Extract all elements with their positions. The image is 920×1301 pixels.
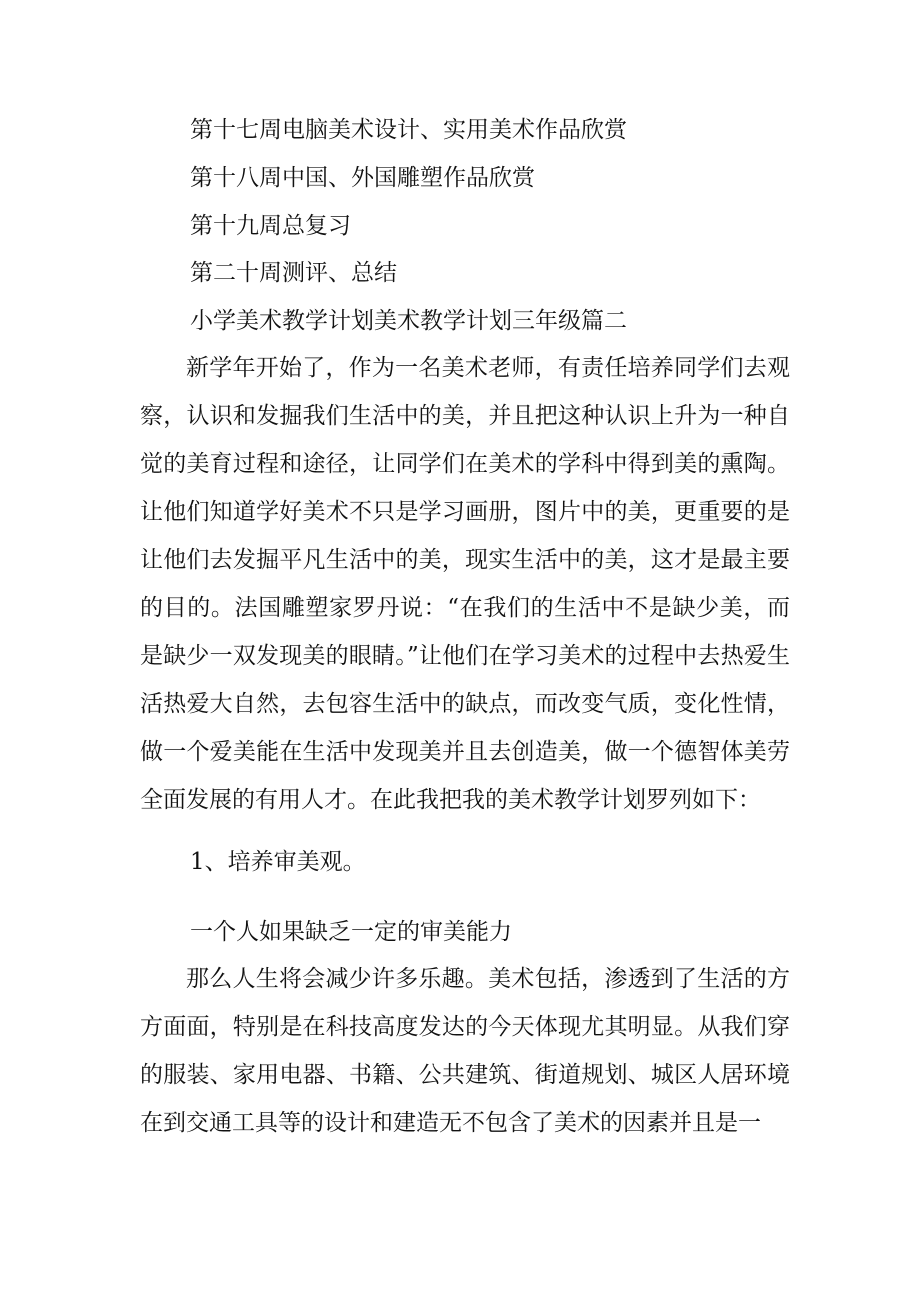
subheading: 一个人如果缺乏一定的审美能力	[190, 919, 512, 945]
week17-line: 第十七周电脑美术设计、实用美术作品欣赏	[190, 117, 627, 143]
week18-line: 第十八周中国、外国雕塑作品欣赏	[190, 165, 535, 191]
section-title: 小学美术教学计划美术教学计划三年级篇二	[190, 308, 627, 334]
list-item-1: 1、培养审美观。	[190, 849, 366, 875]
week19-line: 第十九周总复习	[190, 213, 351, 239]
week20-line: 第二十周测评、总结	[190, 260, 397, 286]
intro-paragraph: 新学年开始了，作为一名美术老师，有责任培养同学们去观察，认识和发掘我们生活中的美，并且把这种认识上升为一种自觉的美育过程和途径，让同学们在美术的学科中得到美的熏陶。让他们知道学好美术不只是学习画册，图片中的美，更重要的是让他们去发掘平凡生活中的美，现实生活中的美，这才是最主要的目的。法国雕塑家罗丹说：“在我们的生活中不是缺少美，而是缺少一双发现美的眼睛。”让他们在学习美术的过程中去热爱生活热爱大自然，去包容生活中的缺点，而改变气质，变化性情，做一个爱美能在生活中发现美并且去创造美，做一个德智体美劳全面发展的有用人才。在此我把我的美术教学计划罗列如下：	[140, 355, 790, 813]
body-paragraph: 那么人生将会减少许多乐趣。美术包括，渗透到了生活的方方面面，特别是在科技高度发达的今天体现尤其明显。从我们穿的服装、家用电器、书籍、公共建筑、街道规划、城区人居环境在到交通工具等的设计和建造无不包含了美术的因素并且是一	[140, 966, 790, 1136]
